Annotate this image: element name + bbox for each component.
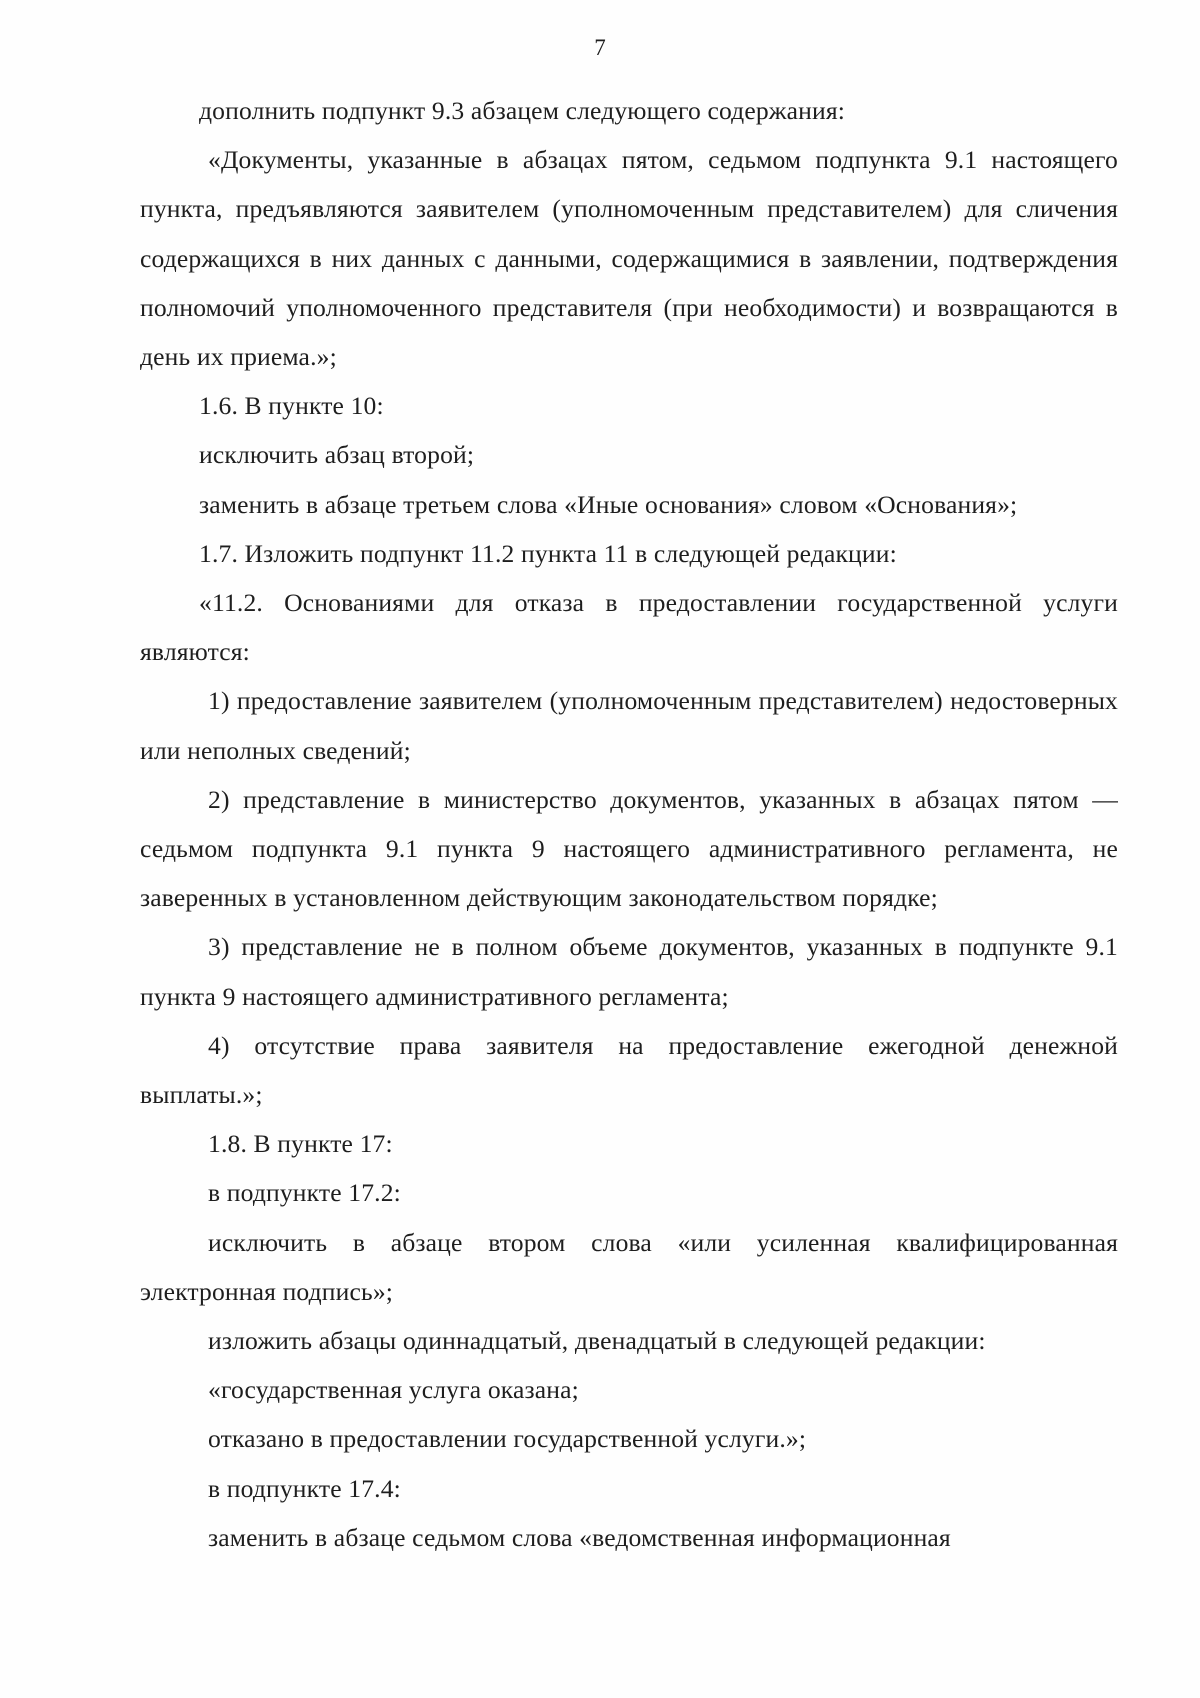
paragraph: отказано в предоставлении государственной услуги.»; (208, 1424, 807, 1454)
paragraph: заменить в абзаце третьем слова «Иные основания» словом «Основания»; (199, 489, 1018, 519)
paragraph: 3) представление не в полном объеме документов, указанных в подпункте 9.1 пункта 9 настоящего административного регламента; (140, 932, 1118, 1011)
paragraph: изложить абзацы одиннадцатый, двенадцатый в следующей редакции: (208, 1326, 986, 1356)
paragraph: в подпункте 17.4: (208, 1473, 401, 1503)
paragraph: 1.6. В пункте 10: (199, 391, 384, 421)
paragraph: исключить в абзаце втором слова «или усиленная квалифицированная электронная подпись»; (140, 1227, 1118, 1306)
paragraph: дополнить подпункт 9.3 абзацем следующего содержания: (199, 96, 846, 125)
paragraph: «Документы, указанные в абзацах пятом, седьмом подпункта 9.1 настоящего пункта, предъявляются заявителем (уполномоченным представителем) для сличения содержащихся в них данных с данными, содержащимися в заявлении, подтверждения полномочий уполномоченного представителя (при необходимости) и возвращаются в день их приема.»; (140, 145, 1118, 372)
paragraph: 1.8. В пункте 17: (208, 1129, 393, 1159)
paragraph: 1.7. Изложить подпункт 11.2 пункта 11 в следующей редакции: (199, 538, 897, 568)
paragraph: исключить абзац второй; (199, 440, 475, 470)
paragraph: 1) предоставление заявителем (уполномоченным представителем) недостоверных или неполных сведений; (140, 686, 1118, 765)
page-number: 7 (594, 35, 606, 60)
paragraph: 4) отсутствие права заявителя на предоставление ежегодной денежной выплаты.»; (140, 1030, 1118, 1110)
document-body (140, 86, 1118, 1562)
paragraph: «11.2. Основаниями для отказа в предоставлении государственной услуги являются: (140, 588, 1118, 667)
paragraph: «государственная услуга оказана; (208, 1375, 579, 1405)
paragraph: в подпункте 17.2: (208, 1178, 401, 1208)
paragraph: 2) представление в министерство документов, указанных в абзацах пятом — седьмом подпункта 9.1 пункта 9 настоящего административного регламента, не заверенных в установленном действующим законодательством порядке; (140, 784, 1118, 913)
paragraph: заменить в абзаце седьмом слова «ведомственная информационная (208, 1522, 951, 1552)
